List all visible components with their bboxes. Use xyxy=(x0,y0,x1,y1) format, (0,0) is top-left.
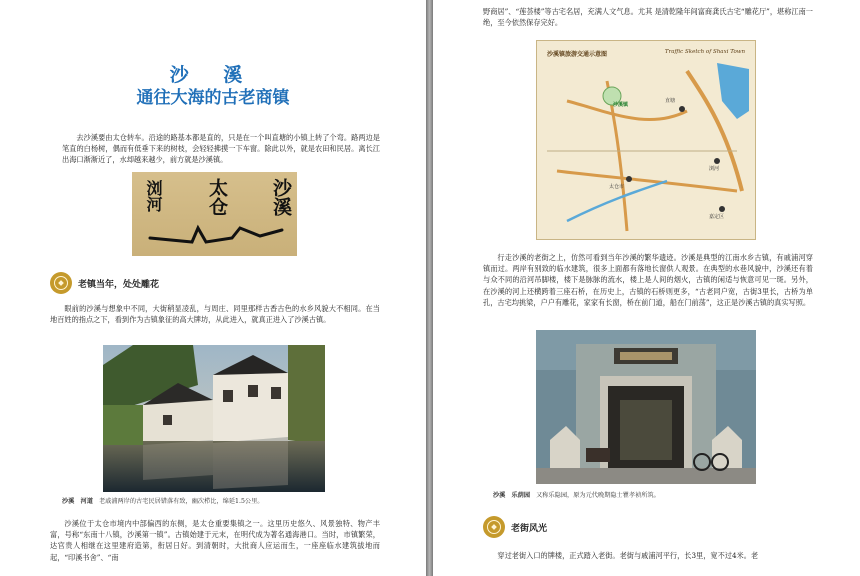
garden-gate-photo xyxy=(536,330,756,484)
photo-1-caption-label: 沙溪 河道 xyxy=(62,498,93,505)
photo-1-caption xyxy=(62,496,263,505)
right-page xyxy=(433,0,860,576)
section-heading-1 xyxy=(50,272,159,294)
map-label-taicang: 太仓市 xyxy=(609,184,625,190)
section-2-paragraph: 穿过老街入口的牌楼，正式踏入老街。老街与戚浦河平行，长3里，宽不过4米。老 xyxy=(497,551,759,560)
section-title-1: 老镇当年，处处雕花 xyxy=(78,279,160,290)
section-heading-2 xyxy=(483,516,547,538)
calligraphy-taicang: 太仓 xyxy=(206,178,228,216)
map-label-jiading: 嘉定区 xyxy=(709,214,725,220)
calligraphy-image xyxy=(132,172,297,256)
book-gutter xyxy=(426,0,433,576)
calligraphy-liuhe: 浏河 xyxy=(144,180,163,212)
map-label-liuhe: 浏河 xyxy=(709,166,720,172)
section-1-paragraph: 眼前的沙溪与想象中不同，大街稍显凌乱，与周庄、同里那样古香古色的水乡风貌大不相同。在当地百姓的指点之下，看到作为古镇象征的高大牌坊，从此进入，就真正进入了沙溪古镇。 xyxy=(50,304,380,325)
page-subtitle: 通往大海的古老商镇 xyxy=(136,88,290,108)
calligraphy-arrow xyxy=(132,172,297,256)
closing-paragraph: 沙溪位于太仓市境内中部偏西的东侧，是太仓重要集镇之一。这里历史悠久、风景独特、物产丰富，号称“东南十八镇，沙溪第一镇”。古镇始建于元末，在明代成为著名通海港口。当时，市镇繁荣，达官贵人相继在这里建府造第，衔居日好。到清朝时，大批商人应运而生，一座座临水建筑拔地而起，“印溪书舍”、“南 xyxy=(50,519,380,562)
map-title: 沙溪镇旅游交通示意图 xyxy=(547,51,608,58)
left-page xyxy=(0,0,426,576)
map-label-zhitang: 直塘 xyxy=(665,98,676,104)
photo-2-caption-text: 又称乐隐园，原为元代晚期隐士瞿孝祯所筑。 xyxy=(536,492,660,499)
map-title-en: Traffic Sketch of Shaxi Town xyxy=(664,49,745,55)
photo-1-caption-text: 老戚浦两岸的古宅民居错落有致，幽次栉比，绵延1.5公里。 xyxy=(98,498,264,505)
calligraphy-shaxi: 沙溪 xyxy=(270,178,292,216)
intro-paragraph: 去沙溪要由太仓转车。沿途的路基本都是直的，只是在一个叫直塘的小镇上转了个弯。路两边是笔直的白杨树，偶而有低垂下来的树枝，会轻轻拂摸一下车窗。除此以外，就是农田和民居。离长江出海口渐渐近了，水却越来越少，前方就是沙溪镇。 xyxy=(62,133,380,165)
seal-icon xyxy=(483,516,505,538)
seal-icon xyxy=(50,272,72,294)
canal-photo xyxy=(103,345,325,492)
photo-2-caption-label: 沙溪 乐荫园 xyxy=(493,492,531,499)
page-title: 沙 溪 xyxy=(169,64,257,86)
photo-2-caption xyxy=(493,490,660,499)
map-label-shaxi: 沙溪镇 xyxy=(613,102,629,108)
right-top-paragraph: 野商居”、“莲荟楼”等古宅名居，充满人文气息。尤其 是清乾隆年间富商龚氏古宅“雕花厅”，堪称江南一绝，至今依然保存完好。 xyxy=(483,7,813,28)
traffic-map xyxy=(536,40,756,240)
section-title-2: 老街风光 xyxy=(511,523,548,534)
right-body-paragraph: 行走沙溪的老街之上，仿然可看到当年沙溪的繁华遗迹。沙溪是典型的江南水乡古镇，有戚浦河穿镇而过。两岸有别致的临水建筑，很多上面都有落地长窗供人观景。在典型的水巷风貌中，沙溪还有着与众不同的沿河吊脚楼，楼下是脉脉的流水，楼上是人间的烟火，古镇的闲适与恢意可见一斑。另外，在沙溪的河上还横跨着三座石桥，在历史上，古镇的石桥则更多，“古老同户宽，古街3里长，古桥为单孔，古宅均挑梁，户户有雕花，家家有长窗，桥在前门道，船在门前荡”，这正是沙溪古镇的真实写照。 xyxy=(483,253,813,307)
